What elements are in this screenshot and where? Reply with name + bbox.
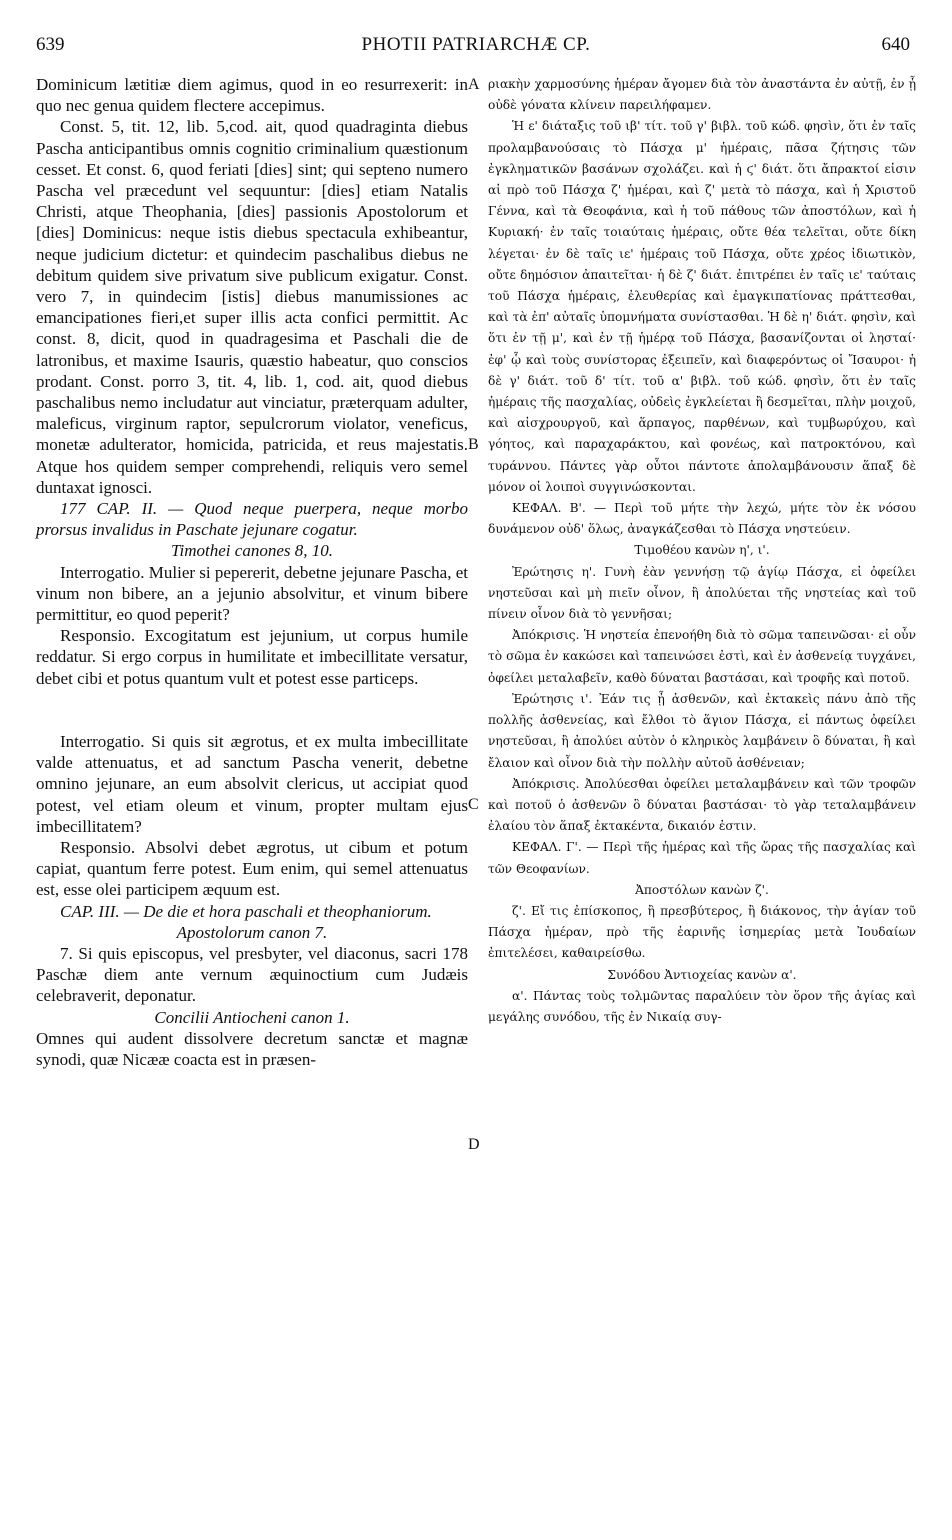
greek-paragraph: Ἐρώτησις ι'. Ἐάν τις ᾖ ἀσθενῶν, καὶ ἐκτακεὶς πάνυ ἀπὸ τῆς πολλῆς ἀσθενείας, καὶ ἔλθοι τὸ ἅγιον Πάσχα, εἰ πάντως ὀφείλει νηστεῦσαι, ἢ ἀπολύει αὐτὸν ὁ κληρικὸς λαμβάνειν ὃ δύναται, ἢ καὶ ἔλαιον καὶ οἶνον διὰ τὴν πολλὴν αὐτοῦ ἀσθένειαν; bbox=[488, 691, 916, 770]
margin-letter-c: C bbox=[468, 796, 479, 813]
greek-paragraph: Ἀπόκρισις. Ἡ νηστεία ἐπενοήθη διὰ τὸ σῶμα ταπεινῶσαι· εἰ οὖν τὸ σῶμα ἐν κακώσει καὶ ταπεινώσει ἐστὶ, καὶ ἐν ἀσθενείᾳ τυγχάνει, ὀφείλει μεταλαβεῖν, καθὸ δύναται βαστάσαι, καὶ τροφῆς καὶ ποτοῦ. bbox=[488, 628, 916, 685]
latin-paragraph: Omnes qui audent dissolvere decretum sanctæ et magnæ synodi, quæ Nicææ coacta est in præsen- bbox=[36, 1028, 468, 1069]
latin-canon-title: Apostolorum canon 7. bbox=[176, 922, 328, 942]
latin-paragraph: Interrogatio. Mulier si pepererit, debetne jejunare Pascha, et vinum non bibere, an a jejunio absolvitur, et vinum bibere permittitur, eo quod peperit? bbox=[36, 562, 468, 625]
latin-column bbox=[36, 74, 468, 1070]
greek-paragraph: ζ'. Εἴ τις ἐπίσκοπος, ἢ πρεσβύτερος, ἢ διάκονος, τὴν ἁγίαν τοῦ Πάσχα ἡμέραν, πρὸ τῆς ἐαρινῆς ἰσημερίας μετὰ Ἰουδαίων ἐπιτελέσει, καθαιρείσθω. bbox=[488, 903, 916, 961]
latin-canon-title: Timothei canones 8, 10. bbox=[171, 541, 333, 561]
greek-canon-title: Ἀποστόλων κανὼν ζ'. bbox=[635, 882, 769, 897]
greek-column bbox=[488, 74, 916, 1028]
greek-chapter-heading: ΚΕΦΑΛ. Β'. — Περὶ τοῦ μήτε τὴν λεχώ, μήτε τὸν ἐκ νόσου δυνάμενον οὐδ' ὅλως, ἀναγκάζεσθαι τὸ Πάσχα νηστεύειν. bbox=[488, 501, 916, 537]
latin-paragraph: Dominicum lætitiæ diem agimus, quod in eo resurrexerit: in quo nec genua quidem flectere accepimus. bbox=[36, 75, 468, 116]
latin-paragraph: Interrogatio. Si quis sit ægrotus, et ex multa imbecillitate valde attenuatus, et ad sanctum Pascha venerit, debetne omnino jejunare, an eum absolvit clericus, ut accipiat quod potest, vel etiam oleum et vinum, propter multam ejus imbecillitatem? bbox=[36, 731, 468, 836]
latin-paragraph: Responsio. Absolvi debet ægrotus, ut cibum et potum capiat, quantum ferre potest. Eum enim, qui semel attenuatus est, esse olei participem æquum est. bbox=[36, 837, 468, 900]
latin-chapter-heading: 177 CAP. II. — Quod neque puerpera, neque morbo prorsus invalidus in Paschate jejunare cogatur. bbox=[36, 499, 468, 540]
margin-letter-a: A bbox=[468, 76, 480, 93]
latin-paragraph: Const. 5, tit. 12, lib. 5,cod. ait, quod quadraginta diebus Pascha anticipantibus omnis cognitio criminalium quæstionum cesset. Et const. 6, quod feriati [dies] sint; qui septeno numero Pascha vel præcedunt vel sequuntur: [dies] etiam Natalis Christi, atque Theophania, [dies] passionis Apostolorum et [dies] Dominicus: neque istis diebus spectacula exhibeantur, neque judicium dictetur: et quindecim paschalibus diebus ne debitum quidem sive privatum sive publicum exigatur. Const. vero 7, in quindecim [istis] diebus manumissiones ac emancipationes fieri,et super illis acta confici permittit. Ac const. 8, dicit, quod in quadragesima et Paschali die de latronibus, et maxime Isauris, quæstio habeatur, quo conscios prodant. Const. porro 3, tit. 4, lib. 1, cod. ait, quod diebus paschalibus nemo includatur aut vinciatur, præterquam adulter, maleficus, virginum raptor, sepulcrorum violator, veneficus, monetæ adulterator, homicida, patricida, et reus majestatis. Atque hos quidem semper comprehendi, reliquis vero semel duntaxat ignosci. bbox=[36, 117, 468, 497]
greek-paragraph: Ἀπόκρισις. Ἀπολύεσθαι ὀφείλει μεταλαμβάνειν καὶ τῶν τροφῶν καὶ ποτοῦ ὁ ἀσθενῶν ὃ δύναται βαστάσαι· τὸ γὰρ τεταλαμβάνειν ἐλαίου τὸν ἅπαξ ἐκτακέντα, δικαιόν ἐστιν. bbox=[488, 776, 916, 834]
latin-paragraph: 7. Si quis episcopus, vel presbyter, vel diaconus, sacri 178 Paschæ diem ante vernum æquinoctium cum Judæis celebraverit, deponatur. bbox=[36, 943, 468, 1006]
running-title: PHOTII PATRIARCHÆ CP. bbox=[361, 34, 591, 55]
greek-canon-title: Συνόδου Ἀντιοχείας κανὼν α'. bbox=[607, 967, 797, 982]
right-page-number: 640 bbox=[881, 34, 910, 55]
latin-chapter-heading: CAP. III. — De die et hora paschali et theophaniorum. bbox=[60, 901, 432, 921]
margin-letter-d: D bbox=[468, 1136, 480, 1153]
greek-paragraph: α'. Πάντας τοὺς τολμῶντας παραλύειν τὸν ὅρον τῆς ἁγίας καὶ μεγάλης συνόδου, τῆς ἐν Νικαίᾳ συγ- bbox=[488, 988, 916, 1024]
left-page-number: 639 bbox=[36, 34, 65, 55]
greek-canon-title: Τιμοθέου κανὼν η', ι'. bbox=[634, 543, 770, 558]
latin-canon-title: Concilii Antiocheni canon 1. bbox=[154, 1007, 350, 1027]
greek-paragraph: ριακὴν χαρμοσύνης ἡμέραν ἄγομεν διὰ τὸν ἀναστάντα ἐν αὐτῇ, ἐν ᾗ οὐδὲ γόνατα κλίνειν παρειλήφαμεν. bbox=[488, 77, 916, 113]
greek-chapter-heading: ΚΕΦΑΛ. Γ'. — Περὶ τῆς ἡμέρας καὶ τῆς ὥρας τῆς πασχαλίας καὶ τῶν Θεοφανίων. bbox=[488, 840, 916, 876]
latin-paragraph: Responsio. Excogitatum est jejunium, ut corpus humile reddatur. Si ergo corpus in humilitate et imbecillitate versatur, debet cibi et potus quantum vult et potest esse particeps. bbox=[36, 626, 468, 688]
margin-letter-b: B bbox=[468, 436, 479, 453]
greek-paragraph: Ἡ ε' διάταξις τοῦ ιβ' τίτ. τοῦ γ' βιβλ. τοῦ κώδ. φησὶν, ὅτι ἐν ταῖς προλαμβανούσαις τὸ Πάσχα μ' ἡμέραις, πᾶσα ζήτησις τῶν ἐγκληματικῶν βασάνων σχολάζει. καὶ ἡ ϛ' διάτ. ὅτι ἄπρακτοί εἰσιν αἱ πρὸ τοῦ Πάσχα ζ' ἡμέραι, καὶ ζ' μετὰ τὸ πάσχα, καὶ ἡ Χριστοῦ Γέννα, καὶ τὰ Θεοφάνια, καὶ ἡ τοῦ πάθους τῶν ἀποστόλων, καὶ ἡ Κυριακή· ἐν ταῖς τοιαύταις ἡμέραις, οὔτε θέα τελεῖται, οὔτε δίκη λέγεται· ἐν δὲ ταῖς ιε' ἡμέραις τοῦ Πάσχα, οὔτε χρέος ἰδιωτικὸν, οὔτε δημόσιον ἀπαιτεῖται· ἡ δὲ ζ' διάτ. ἐπιτρέπει ἐν ταῖς ιε' ταύταις τοῦ Πάσχα ἡμέραις, ἐλευθερίας καὶ ἐμαγκιπατίονας πράττεσθαι, καὶ τὰ ἐπ' αὐταῖς ὑπομνήματα συνίστασθαι. Ἡ δὲ η' διάτ. φησὶν, καὶ ὅτι ἐν τῇ μ', καὶ ἐν τῇ ἡμέρᾳ τοῦ Πάσχα, βασανίζονται οἱ λησταί· ἐφ' ᾧ καὶ τοὺς συνίστορας ἐξειπεῖν, καὶ διαφερόντως οἱ Ἴσαυροι· ἡ δὲ γ' διάτ. τοῦ δ' τίτ. τοῦ α' βιβλ. τοῦ κώδ. φησὶν, ὅτι ἐν ταῖς ἡμέραις τῆς πασχαλίας, οὐδεὶς ἐγκλείεται ἢ δεσμεῖται, πλὴν μοιχοῦ, καὶ αἰσχρουργοῦ, καὶ ἅρπαγος, παρθένων, καὶ τυμβωρύχου, καὶ γόητος, καὶ παραχαράκτου, καὶ φονέως, καὶ πατροκτόνου, καὶ τυράννου. Πάντες γὰρ οὗτοι πάντοτε ἀπολαμβάνουσιν ἅπαξ δὲ μόνον οἱ λοιποὶ συγγινώσκονται. bbox=[488, 119, 916, 494]
greek-paragraph: Ἐρώτησις η'. Γυνὴ ἐὰν γεννήσῃ τῷ ἁγίῳ Πάσχα, εἰ ὀφείλει νηστεῦσαι καὶ μὴ πιεῖν οἶνον, ἢ ἀπολύεται τῆς νηστείας καὶ τοῦ πίνειν οἶνον διὰ τὸ γεννῆσαι; bbox=[488, 564, 916, 622]
